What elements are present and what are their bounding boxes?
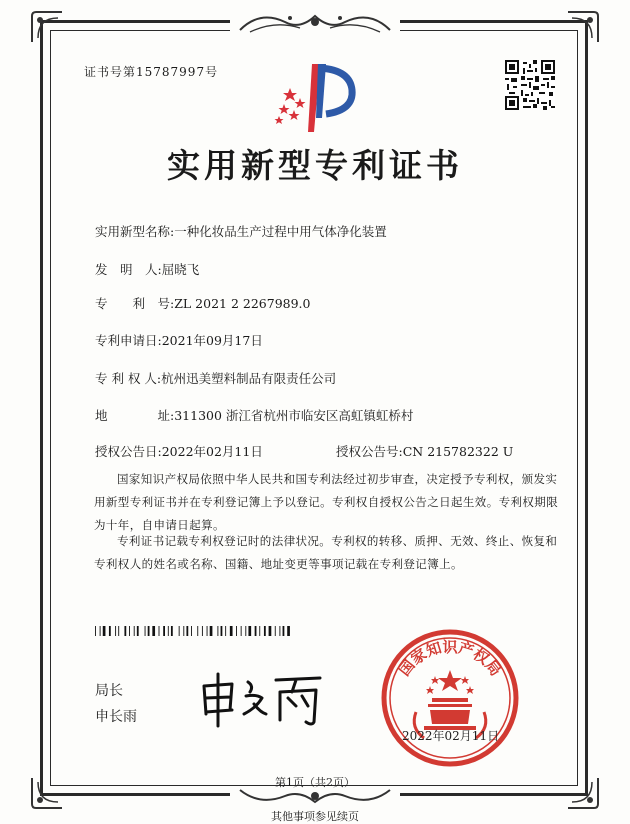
director-title: 局长 — [95, 683, 123, 699]
field-address — [95, 406, 413, 424]
field-filing-date — [95, 331, 263, 349]
director-name: 申长雨 — [95, 709, 137, 725]
field-utility-model-name — [95, 222, 387, 240]
field-patentee — [95, 369, 336, 387]
field-label: 授权公告号: — [336, 444, 403, 459]
top-ornament-icon — [230, 8, 400, 36]
field-value: 一种化妆品生产过程中用气体净化装置 — [174, 224, 387, 239]
barcode-icon — [95, 626, 342, 636]
field-value: 2022年02月11日 — [161, 444, 263, 459]
field-label: 授权公告日: — [95, 444, 162, 459]
patent-office-emblem-icon — [270, 58, 366, 138]
field-label: 实用新型名称: — [95, 224, 175, 239]
field-value: 屈晓飞 — [161, 262, 200, 277]
director-signature-icon — [196, 668, 326, 728]
field-grant-date — [95, 442, 263, 460]
corner-ornament-icon — [566, 10, 600, 44]
field-label: 专 利 权 人: — [95, 371, 162, 386]
certificate-number: 证书号第15787997号 — [84, 65, 219, 79]
footer-note: 其他事项参见续页 — [271, 810, 359, 823]
field-value: CN 215782322 U — [402, 444, 514, 459]
field-label: 专 利 号: — [95, 296, 175, 311]
certificate-title: 实用新型专利证书 — [167, 146, 463, 185]
official-seal-icon — [380, 628, 520, 768]
seal-text: 国家知识产权局 — [395, 638, 505, 680]
qr-code-icon — [505, 60, 555, 110]
field-value: 311300 浙江省杭州市临安区高虹镇虹桥村 — [174, 408, 414, 423]
field-patent-number — [95, 294, 311, 312]
field-value: 杭州迅美塑料制品有限责任公司 — [161, 371, 337, 386]
field-label: 专利申请日: — [95, 333, 162, 348]
field-grant-number — [336, 442, 513, 460]
field-inventor — [95, 260, 199, 278]
page-number: 第1页（共2页） — [275, 776, 355, 789]
field-label: 发 明 人: — [95, 262, 162, 277]
field-label: 地 址: — [95, 408, 175, 423]
field-value: ZL 2021 2 2267989.0 — [174, 296, 311, 311]
corner-ornament-icon — [30, 10, 64, 44]
field-value: 2021年09月17日 — [161, 333, 263, 348]
paragraph-legal-status: 专利证书记载专利权登记时的法律状况。专利权的转移、质押、无效、终止、恢复和专利权人的姓名或名称、国籍、地址变更等事项记载在专利登记簿上。 — [94, 534, 558, 571]
paragraph-grant-statement: 国家知识产权局依照中华人民共和国专利法经过初步审查，决定授予专利权，颁发实用新型专利证书并在专利登记簿上予以登记。专利权自授权公告之日起生效。专利权期限为十年，自申请日起算。 — [94, 472, 559, 532]
seal-date: 2022年02月11日 — [402, 729, 500, 743]
